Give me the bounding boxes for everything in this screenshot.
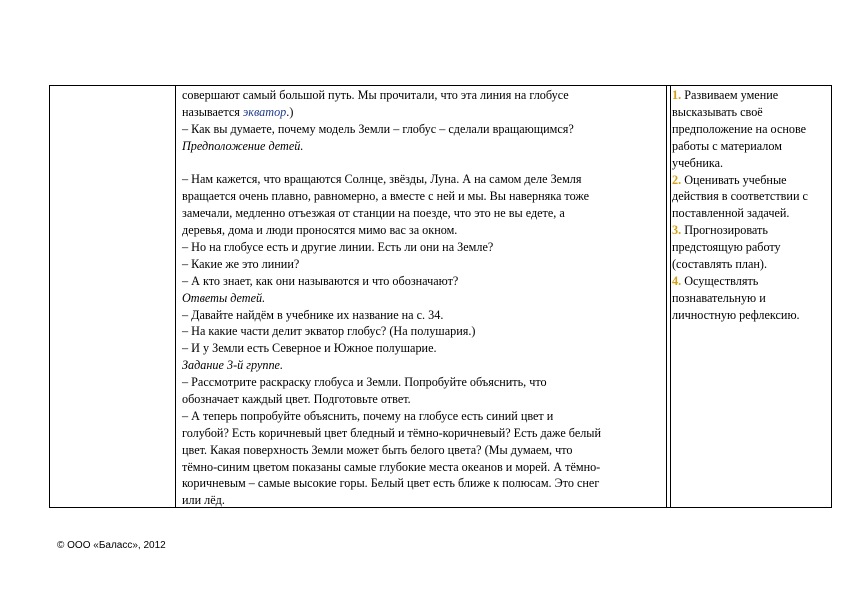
goal-line: познавательную и <box>672 290 766 305</box>
goal-text: Оценивать учебные <box>681 172 787 187</box>
goal-text: Развиваем умение <box>681 88 779 102</box>
goal-number: 3. <box>672 223 682 238</box>
goal-line: (составлять план). <box>672 257 768 272</box>
blank-line <box>182 155 662 172</box>
goal-number: 2. <box>672 172 682 187</box>
lesson-content-cell <box>182 87 662 509</box>
term-equator: экватор <box>242 104 287 119</box>
goal-line: действия в соответствии с <box>672 189 808 204</box>
text-line: обозначает каждый цвет. Подготовьте ответ. <box>182 392 411 407</box>
text-line: голубой? Есть коричневый цвет бледный и тёмно-коричневый? Есть даже белый <box>182 425 602 440</box>
lesson-table <box>49 85 832 508</box>
text-line: вращается очень плавно, равномерно, а вместе с ней и мы. Вы наверняка тоже <box>182 189 590 204</box>
text-line: – А теперь попробуйте объяснить, почему на глобусе есть синий цвет и <box>182 408 554 423</box>
text-line: цвет. Какая поверхность Земли может быть белого цвета? (Мы думаем, что <box>182 442 573 457</box>
learning-goals-cell <box>672 87 830 324</box>
column-divider-2 <box>666 86 667 507</box>
text-line: – А кто знает, как они называются и что обозначают? <box>182 273 459 288</box>
goal-line: предположение на основе <box>672 121 807 136</box>
goal-number: 4. <box>672 273 682 288</box>
goal-line: высказывать своё <box>672 104 763 119</box>
text-line: – Как вы думаете, почему модель Земли – глобус – сделали вращающимся? <box>182 121 574 136</box>
column-divider-3 <box>670 86 671 507</box>
goal-line <box>672 273 830 290</box>
goal-line: поставленной задачей. <box>672 206 790 221</box>
text-line: – Давайте найдём в учебнике их название на с. 34. <box>182 307 444 322</box>
text-line: деревья, дома и люди проносятся мимо вас за окном. <box>182 223 458 238</box>
children-answers-note: Ответы детей. <box>182 290 266 305</box>
text-line: – Какие же это линии? <box>182 256 300 271</box>
goal-line: учебника. <box>672 155 724 170</box>
group-task-note: Задание 3-й группе. <box>182 358 284 373</box>
goal-line: работы с материалом <box>672 138 782 153</box>
copyright-footer: © ООО «Баласс», 2012 <box>57 540 166 551</box>
text-line: тёмно-синим цветом показаны самые глубокие места океанов и морей. А тёмно- <box>182 459 601 474</box>
goal-line <box>672 222 830 239</box>
goal-line <box>672 87 830 104</box>
text-line: – На какие части делит экватор глобус? (На полушария.) <box>182 324 476 339</box>
text-line <box>182 104 662 121</box>
goal-text: Прогнозировать <box>681 223 768 238</box>
column-divider-1 <box>175 86 176 507</box>
text-fragment: .) <box>286 104 294 119</box>
text-fragment: называется <box>182 104 243 119</box>
text-line: или лёд. <box>182 493 225 508</box>
goal-line: личностную рефлексию. <box>672 307 800 322</box>
goal-line <box>672 172 830 189</box>
text-line: – Нам кажется, что вращаются Солнце, звёзды, Луна. А на самом деле Земля <box>182 172 582 187</box>
text-line: коричневым – самые высокие горы. Белый цвет есть ближе к полюсам. Это снег <box>182 476 600 491</box>
goal-text: Осуществлять <box>681 273 759 288</box>
text-line: – Но на глобусе есть и другие линии. Есть ли они на Земле? <box>182 240 494 255</box>
children-guess-note: Предположение детей. <box>182 138 304 153</box>
text-line: совершают самый большой путь. Мы прочитали, что эта линия на глобусе <box>182 88 569 102</box>
goal-number: 1. <box>672 88 682 102</box>
text-line: – Рассмотрите раскраску глобуса и Земли. Попробуйте объяснить, что <box>182 375 547 390</box>
text-line: замечали, медленно отъезжая от станции на поезде, что это не вы едете, а <box>182 206 565 221</box>
goal-line: предстоящую работу <box>672 240 781 255</box>
text-line: – И у Земли есть Северное и Южное полушарие. <box>182 341 437 356</box>
